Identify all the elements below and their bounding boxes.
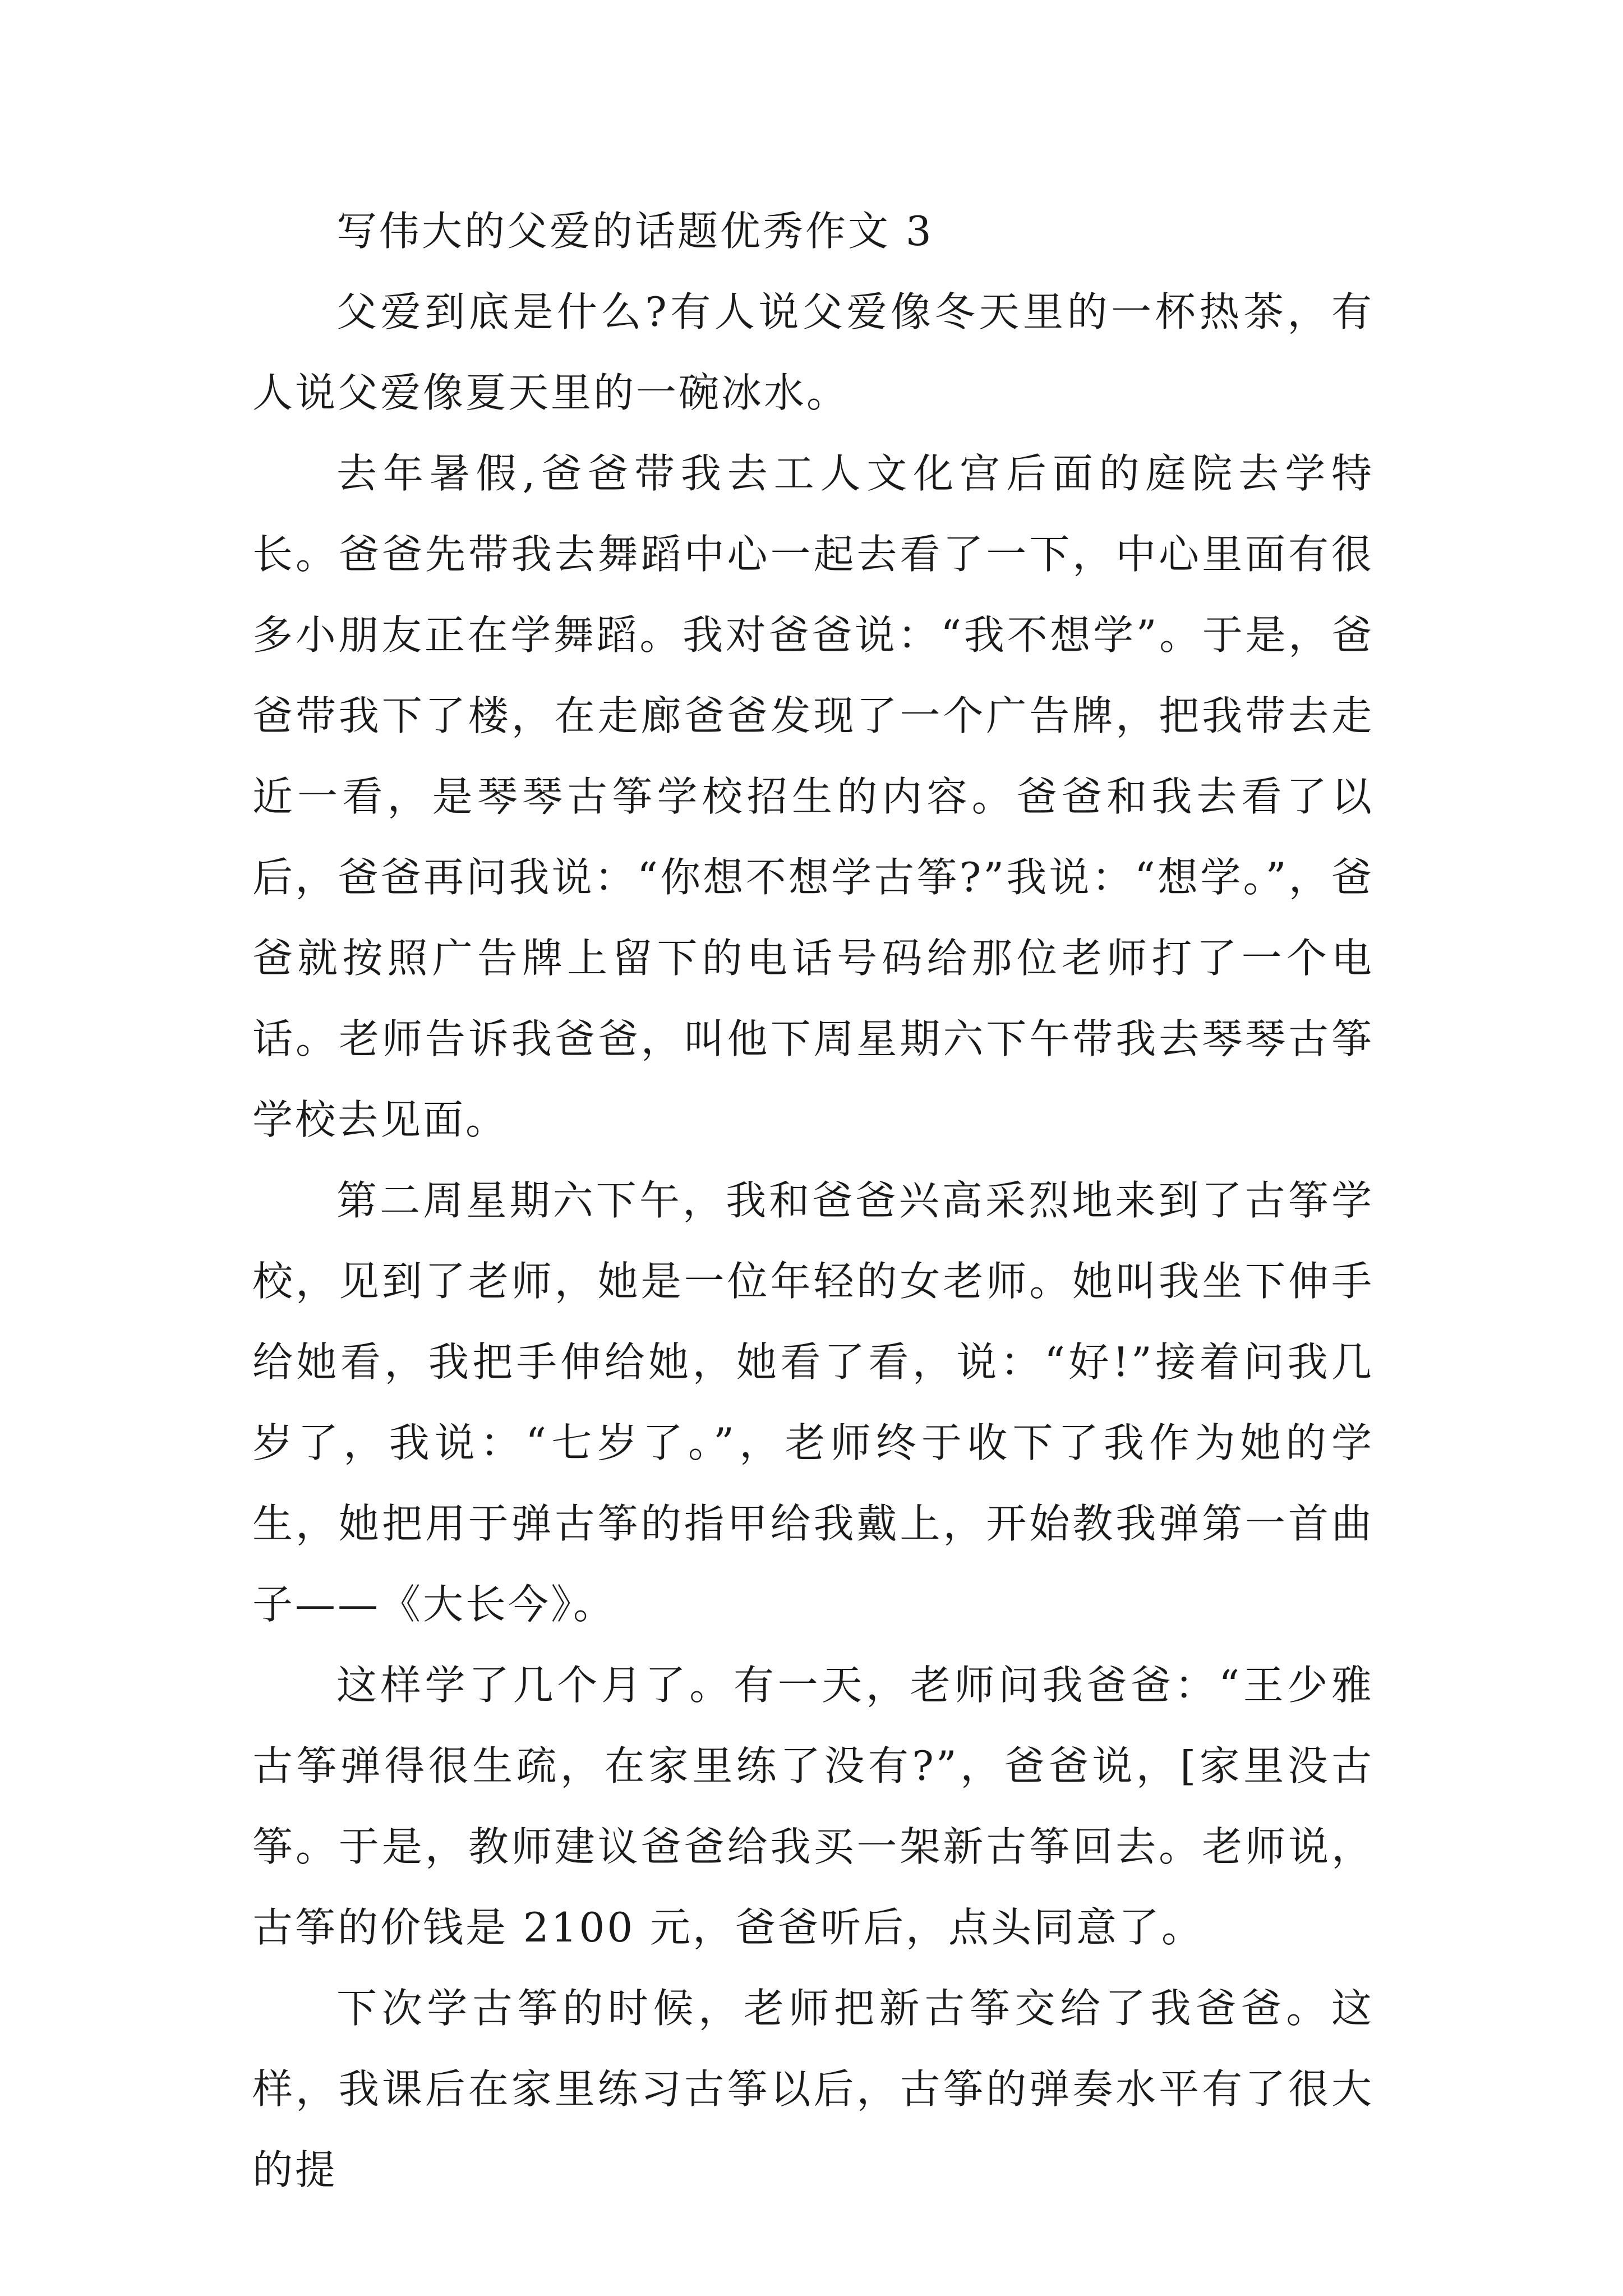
document-title: 写伟大的父爱的话题优秀作文 3	[336, 208, 934, 255]
document-body	[252, 191, 1374, 2210]
paragraph-3: 第二周星期六下午，我和爸爸兴高采烈地来到了古筝学校，见到了老师，她是一位年轻的女老师。她叫我坐下伸手给她看，我把手伸给她，她看了看，说：“好!”接着问我几岁了，我说：“七岁了。”，老师终于收下了我作为她的学生，她把用于弹古筝的指甲给我戴上，开始教我弹第一首曲子——《大长今》。	[252, 1177, 1374, 1628]
paragraph-2: 去年暑假,爸爸带我去工人文化宫后面的庭院去学特长。爸爸先带我去舞蹈中心一起去看了一下，中心里面有很多小朋友正在学舞蹈。我对爸爸说：“我不想学”。于是，爸爸带我下了楼，在走廊爸爸发现了一个广告牌，把我带去走近一看，是琴琴古筝学校招生的内容。爸爸和我去看了以后，爸爸再问我说：“你想不想学古筝?”我说：“想学。”，爸爸就按照广告牌上留下的电话号码给那位老师打了一个电话。老师告诉我爸爸，叫他下周星期六下午带我去琴琴古筝学校去见面。	[252, 450, 1374, 1143]
paragraph-4: 这样学了几个月了。有一天，老师问我爸爸：“王少雅古筝弹得很生疏，在家里练了没有?”，爸爸说，[家里没古筝。于是，教师建议爸爸给我买一架新古筝回去。老师说，古筝的价钱是 2100 元，爸爸听后，点头同意了。	[252, 1662, 1374, 1951]
paragraph-5: 下次学古筝的时候，老师把新古筝交给了我爸爸。这样，我课后在家里练习古筝以后，古筝的弹奏水平有了很大的提	[252, 1985, 1374, 2193]
paragraph-1: 父爱到底是什么?有人说父爱像冬天里的一杯热茶，有人说父爱像夏天里的一碗冰水。	[252, 288, 1374, 416]
